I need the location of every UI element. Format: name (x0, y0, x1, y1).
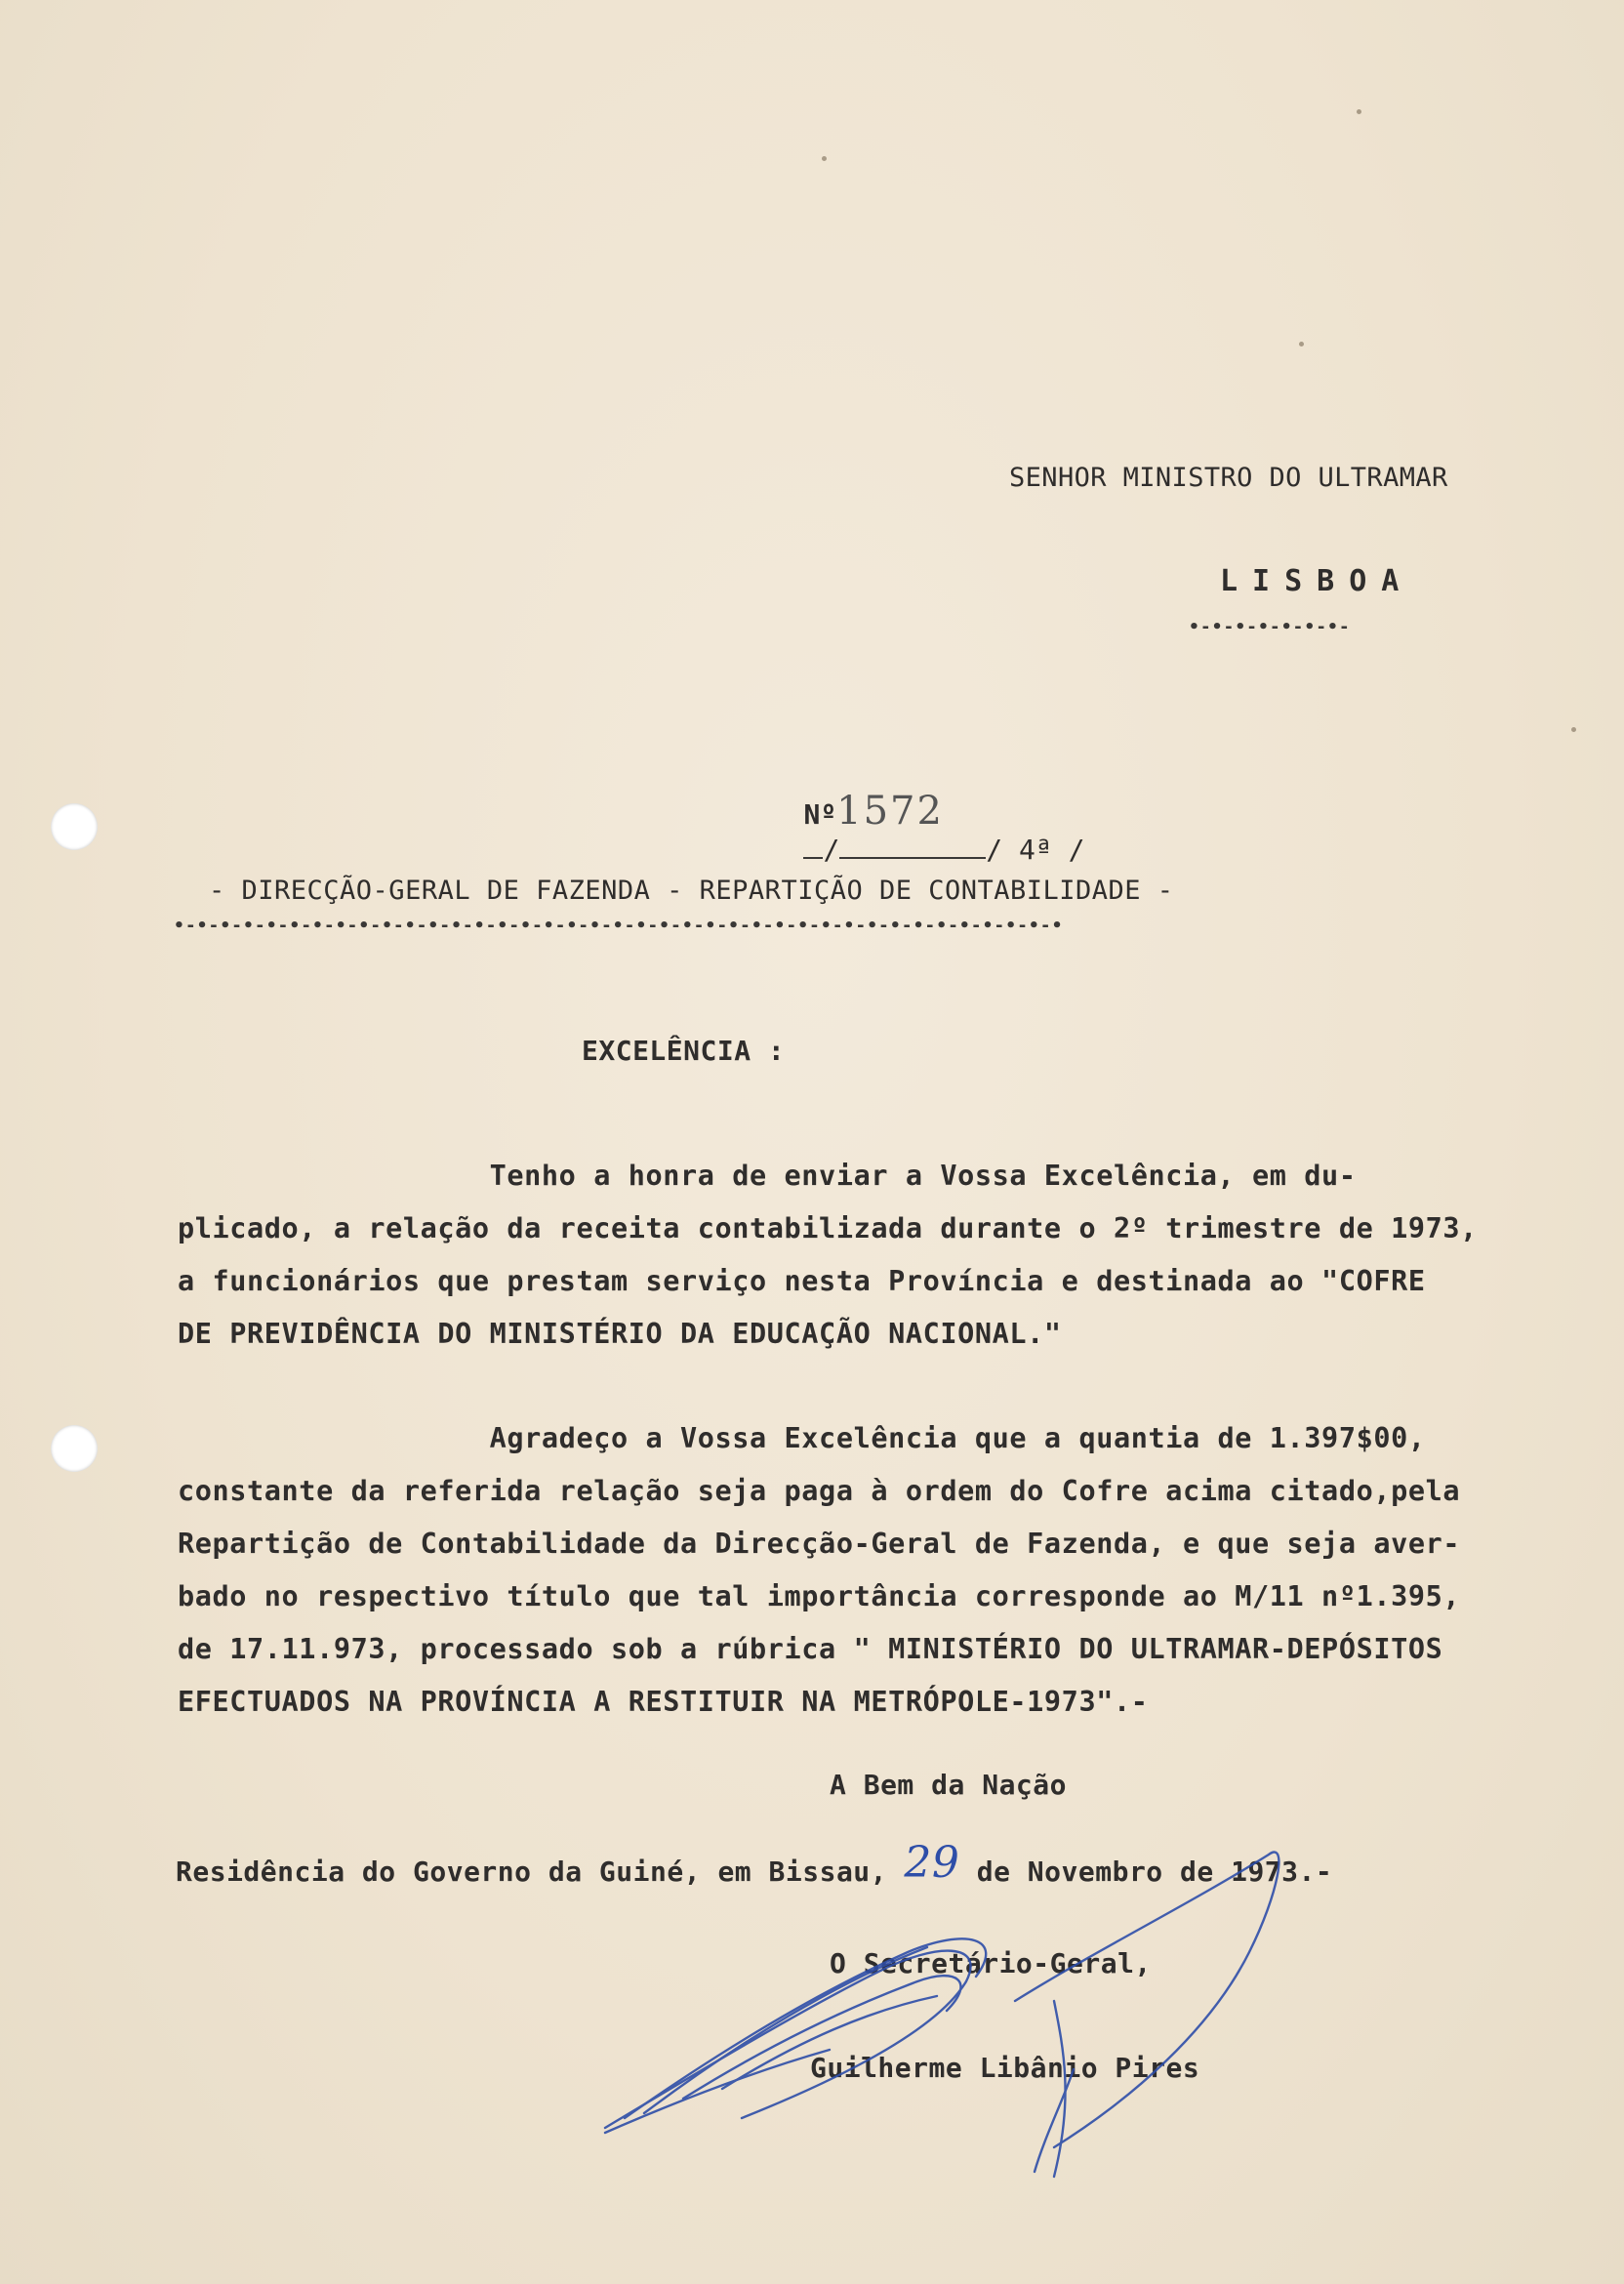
paragraph2-line: Repartição de Contabilidade da Direcção-Geral de Fazenda, e que seja aver- (178, 1528, 1461, 1560)
paragraph2-line: EFECTUADOS NA PROVÍNCIA A RESTITUIR NA METRÓPOLE-1973".- (178, 1686, 1149, 1718)
reference-slash: / (823, 834, 840, 866)
signatory-title: O Secretário-Geral, (830, 1947, 1152, 1979)
reference-prefix: Nº (803, 798, 837, 831)
reference-suffix: / 4ª / (986, 834, 1085, 866)
city-underline: •-•-•-•-•-•-•- (1189, 617, 1351, 637)
city: LISBOA (1220, 564, 1414, 598)
paragraph2-line: constante da referida relação seja paga à ordem do Cofre acima citado,pela (178, 1475, 1461, 1507)
addressee: SENHOR MINISTRO DO ULTRAMAR (1009, 463, 1448, 493)
paragraph1-line: a funcionários que prestam serviço nesta Província e destinada ao "COFRE (178, 1265, 1426, 1297)
paragraph1-line: plicado, a relação da receita contabilizada durante o 2º trimestre de 1973, (178, 1212, 1478, 1244)
paragraph1-line: DE PREVIDÊNCIA DO MINISTÉRIO DA EDUCAÇÃO NACIONAL." (178, 1318, 1062, 1350)
paragraph2-line: bado no respectivo título que tal importância corresponde ao M/11 nº1.395, (178, 1580, 1461, 1612)
handwritten-day: 29 (904, 1838, 960, 1888)
salutation: EXCELÊNCIA : (582, 1035, 786, 1067)
paragraph2-line: Agradeço a Vossa Excelência que a quantia de 1.397$00, (178, 1422, 1426, 1454)
signatory-name: Guilherme Libânio Pires (810, 2052, 1200, 2084)
department-title: - DIRECÇÃO-GERAL DE FAZENDA - REPARTIÇÃO DE CONTABILIDADE - (209, 876, 1174, 906)
place-date-before: Residência do Governo da Guiné, em Bissau, (176, 1856, 905, 1888)
paragraph2-line: de 17.11.973, processado sob a rúbrica " MINISTÉRIO DO ULTRAMAR-DEPÓSITOS (178, 1633, 1443, 1665)
closing-phrase: A Bem da Nação (830, 1769, 1068, 1801)
department-underline: •-•-•-•-•-•-•-•-•-•-•-•-•-•-•-•-•-•-•-•-•-•-•-•-•-•-•-•-•-•-•-•-•-•-•-•-•-•-• (174, 916, 1064, 936)
paragraph1-line: Tenho a honra de enviar a Vossa Excelência, em du- (178, 1160, 1357, 1192)
reference-number-value: 1572 (836, 789, 944, 834)
place-date-after: de Novembro de 1973.- (959, 1856, 1333, 1888)
